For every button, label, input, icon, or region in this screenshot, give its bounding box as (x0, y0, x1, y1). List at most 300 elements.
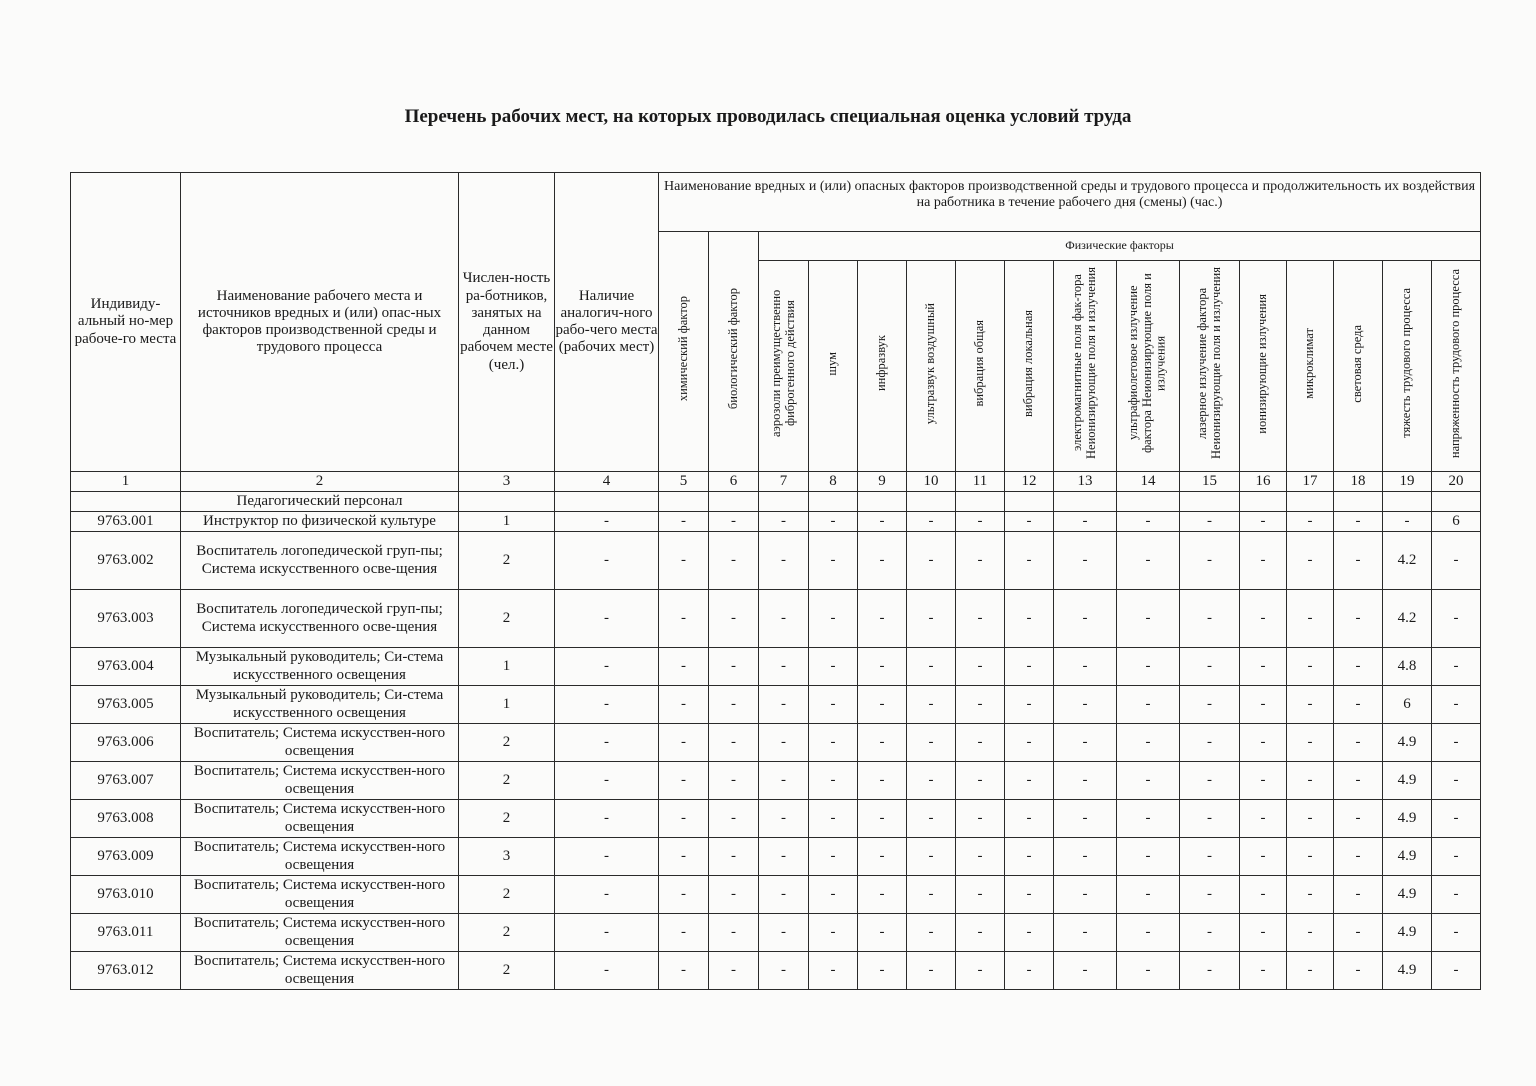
column-number-cell: 11 (956, 472, 1005, 492)
factor-value: - (1054, 686, 1117, 724)
workplace-id: 9763.001 (71, 512, 181, 532)
analog-cell: - (555, 532, 659, 590)
column-number-cell: 3 (459, 472, 555, 492)
factor-value: - (1180, 532, 1240, 590)
factor-value: - (858, 800, 907, 838)
factor-value: - (1287, 686, 1334, 724)
factor-value: 6 (1383, 686, 1432, 724)
factor-value: - (1432, 800, 1481, 838)
analog-cell: - (555, 876, 659, 914)
workplace-name: Воспитатель логопедической груп-пы; Система искусственного осве-щения (181, 532, 459, 590)
factor-value: - (858, 838, 907, 876)
factor-value: - (759, 762, 809, 800)
factor-value: - (1054, 724, 1117, 762)
factor-value: - (858, 762, 907, 800)
factor-value: - (809, 800, 858, 838)
table-row (71, 800, 1481, 838)
factor-value: - (1117, 590, 1180, 648)
table-row (71, 532, 1481, 590)
factor-value: - (1334, 590, 1383, 648)
factor-value: - (907, 686, 956, 724)
factor-value: - (1334, 914, 1383, 952)
empty-cell (1180, 492, 1240, 512)
empty-cell (1240, 492, 1287, 512)
factor-value: - (709, 952, 759, 990)
factor-value: - (1117, 914, 1180, 952)
table-row (71, 876, 1481, 914)
factor-value: - (1287, 724, 1334, 762)
column-number-cell: 2 (181, 472, 459, 492)
factor-value: - (759, 838, 809, 876)
column-number-cell: 17 (1287, 472, 1334, 492)
factor-value: 4.9 (1383, 838, 1432, 876)
table-row (71, 762, 1481, 800)
factor-value: - (858, 724, 907, 762)
factor-value: - (759, 512, 809, 532)
factor-value: - (858, 914, 907, 952)
factor-value: - (659, 532, 709, 590)
workplace-id: 9763.006 (71, 724, 181, 762)
empty-cell (956, 492, 1005, 512)
factor-value: - (1240, 590, 1287, 648)
factor-value: - (956, 800, 1005, 838)
table-row (71, 838, 1481, 876)
factor-value: - (1005, 762, 1054, 800)
factor-value: - (1054, 952, 1117, 990)
analog-cell: - (555, 838, 659, 876)
worker-count: 1 (459, 648, 555, 686)
worker-count: 3 (459, 838, 555, 876)
header-physical-factor: шум (809, 261, 858, 472)
worker-count: 2 (459, 532, 555, 590)
column-number-cell: 7 (759, 472, 809, 492)
factor-value: - (1054, 762, 1117, 800)
column-number-cell: 1 (71, 472, 181, 492)
factor-value: - (759, 590, 809, 648)
factor-value: - (1005, 724, 1054, 762)
workplace-name: Музыкальный руководитель; Си-стема искусственного освещения (181, 686, 459, 724)
factor-value: - (1287, 512, 1334, 532)
factor-value: - (809, 512, 858, 532)
factor-value: - (709, 724, 759, 762)
factor-value: - (1287, 914, 1334, 952)
factor-value: - (1005, 590, 1054, 648)
workplace-name: Воспитатель; Система искусствен-ного освещения (181, 952, 459, 990)
empty-cell (907, 492, 956, 512)
header-physical-factor: ультразвук воздушный (907, 261, 956, 472)
factor-value: - (907, 648, 956, 686)
header-physical-factor: световая среда (1334, 261, 1383, 472)
factor-value: - (1432, 952, 1481, 990)
factor-value: - (1334, 532, 1383, 590)
factor-value: - (709, 800, 759, 838)
factor-value: - (1334, 648, 1383, 686)
factor-value: - (1287, 590, 1334, 648)
workplace-name: Воспитатель логопедической груп-пы; Система искусственного осве-щения (181, 590, 459, 648)
worker-count: 2 (459, 914, 555, 952)
workplace-id: 9763.011 (71, 914, 181, 952)
empty-cell (71, 492, 181, 512)
factor-value: - (1240, 648, 1287, 686)
factor-value: - (1005, 838, 1054, 876)
header-physical-factor: тяжесть трудового процесса (1383, 261, 1432, 472)
factor-value: - (809, 724, 858, 762)
workplace-name: Воспитатель; Система искусствен-ного освещения (181, 724, 459, 762)
factor-value: - (759, 800, 809, 838)
workplace-name: Воспитатель; Система искусствен-ного освещения (181, 762, 459, 800)
factor-value: - (1054, 800, 1117, 838)
table-row (71, 724, 1481, 762)
factor-value: - (907, 838, 956, 876)
header-physical-factor: микроклимат (1287, 261, 1334, 472)
section-title: Педагогический персонал (181, 492, 459, 512)
workplace-name: Воспитатель; Система искусствен-ного освещения (181, 876, 459, 914)
analog-cell: - (555, 648, 659, 686)
workplace-name: Воспитатель; Система искусствен-ного освещения (181, 800, 459, 838)
factor-value: - (1005, 512, 1054, 532)
workplaces-table (70, 172, 1481, 990)
worker-count: 1 (459, 512, 555, 532)
factor-value: - (1287, 648, 1334, 686)
worker-count: 1 (459, 686, 555, 724)
table-row (71, 686, 1481, 724)
factor-value: - (907, 952, 956, 990)
empty-cell (1334, 492, 1383, 512)
factor-value: - (956, 876, 1005, 914)
analog-cell: - (555, 952, 659, 990)
factor-value: - (956, 838, 1005, 876)
factor-value: - (1240, 800, 1287, 838)
factor-value: - (759, 532, 809, 590)
header-physical-factor: вибрация общая (956, 261, 1005, 472)
factor-value: 4.9 (1383, 800, 1432, 838)
factor-value: - (809, 532, 858, 590)
header-name: Наименование рабочего места и источников вредных и (или) опас-ных факторов производственной среды и трудового процесса (181, 173, 459, 472)
factor-value: - (1005, 648, 1054, 686)
factor-value: - (1432, 648, 1481, 686)
factor-value: - (659, 914, 709, 952)
factor-value: - (659, 952, 709, 990)
column-number-cell: 8 (809, 472, 858, 492)
factor-value: - (907, 532, 956, 590)
factor-value: - (1180, 952, 1240, 990)
factor-value: - (659, 512, 709, 532)
factor-value: - (858, 532, 907, 590)
workplace-id: 9763.005 (71, 686, 181, 724)
factor-value: - (1240, 724, 1287, 762)
empty-cell (459, 492, 555, 512)
factor-value: 4.9 (1383, 914, 1432, 952)
factor-value: - (1334, 838, 1383, 876)
factor-value: - (956, 590, 1005, 648)
factor-value: - (1005, 686, 1054, 724)
factor-value: - (956, 648, 1005, 686)
worker-count: 2 (459, 876, 555, 914)
analog-cell: - (555, 590, 659, 648)
factor-value: - (659, 686, 709, 724)
empty-cell (759, 492, 809, 512)
factor-value: 4.9 (1383, 876, 1432, 914)
workplace-id: 9763.003 (71, 590, 181, 648)
factor-value: - (956, 512, 1005, 532)
factor-value: - (1117, 838, 1180, 876)
factor-value: - (809, 590, 858, 648)
factor-value: - (1180, 686, 1240, 724)
empty-cell (858, 492, 907, 512)
column-numbers-row (71, 472, 1481, 492)
factor-value: 4.8 (1383, 648, 1432, 686)
workplace-id: 9763.007 (71, 762, 181, 800)
factor-value: - (709, 590, 759, 648)
factor-value: - (907, 762, 956, 800)
factor-value: - (659, 648, 709, 686)
factor-value: - (1240, 838, 1287, 876)
factor-value: 6 (1432, 512, 1481, 532)
header-physical-factor: инфразвук (858, 261, 907, 472)
factor-value: - (1005, 952, 1054, 990)
workplace-name: Музыкальный руководитель; Си-стема искусственного освещения (181, 648, 459, 686)
document-title: Перечень рабочих мест, на которых проводилась специальная оценка условий труда (404, 106, 1132, 127)
factor-value: - (709, 686, 759, 724)
header-physical-factor: ультрафиолетовое излучение фактора Неионизирующие поля и излучения (1117, 261, 1180, 472)
factor-value: - (1334, 762, 1383, 800)
analog-cell: - (555, 914, 659, 952)
factor-value: - (1334, 800, 1383, 838)
factor-value: - (1287, 800, 1334, 838)
factor-value: - (809, 762, 858, 800)
empty-cell (659, 492, 709, 512)
column-number-cell: 10 (907, 472, 956, 492)
factor-value: 4.2 (1383, 590, 1432, 648)
analog-cell: - (555, 724, 659, 762)
factor-value: - (1240, 532, 1287, 590)
factor-value: - (759, 914, 809, 952)
factor-value: - (1432, 590, 1481, 648)
column-number-cell: 20 (1432, 472, 1481, 492)
factor-value: - (1180, 590, 1240, 648)
factor-value: - (1054, 838, 1117, 876)
factor-value: - (1287, 838, 1334, 876)
workplace-name: Воспитатель; Система искусствен-ного освещения (181, 838, 459, 876)
factor-value: - (1240, 876, 1287, 914)
header-physical-factor: напряженность трудового процесса (1432, 261, 1481, 472)
factor-value: - (956, 952, 1005, 990)
header-factors-group: Наименование вредных и (или) опасных факторов производственной среды и трудового процесса и продолжительность их воздействия на работника в течение рабочего дня (смены) (час.) (659, 173, 1481, 232)
empty-cell (709, 492, 759, 512)
column-number-cell: 14 (1117, 472, 1180, 492)
factor-value: - (1054, 532, 1117, 590)
factor-value: - (1287, 762, 1334, 800)
factor-value: - (809, 952, 858, 990)
factor-value: - (659, 800, 709, 838)
factor-value: - (1334, 876, 1383, 914)
factor-value: - (1180, 914, 1240, 952)
factor-value: 4.9 (1383, 762, 1432, 800)
factor-value: - (1240, 512, 1287, 532)
worker-count: 2 (459, 800, 555, 838)
factor-value: - (1334, 724, 1383, 762)
factor-value: - (809, 648, 858, 686)
factor-value: - (1240, 914, 1287, 952)
factor-value: - (809, 876, 858, 914)
workplace-name: Воспитатель; Система искусствен-ного освещения (181, 914, 459, 952)
empty-cell (1383, 492, 1432, 512)
factor-value: - (1432, 686, 1481, 724)
factor-value: - (1117, 952, 1180, 990)
header-physical-factor: аэрозоли преимущественно фиброгенного действия (759, 261, 809, 472)
factor-value: - (1240, 762, 1287, 800)
factor-value: - (858, 876, 907, 914)
factor-value: - (907, 800, 956, 838)
factor-value: - (1180, 838, 1240, 876)
header-physical-factor: ионизирующие излучения (1240, 261, 1287, 472)
workplace-id: 9763.012 (71, 952, 181, 990)
column-number-cell: 12 (1005, 472, 1054, 492)
factor-value: - (1180, 762, 1240, 800)
table-row (71, 952, 1481, 990)
factor-value: - (1432, 876, 1481, 914)
factor-value: - (1287, 876, 1334, 914)
factor-value: - (1117, 876, 1180, 914)
factor-value: - (1054, 914, 1117, 952)
factor-value: - (1117, 762, 1180, 800)
table-row (71, 590, 1481, 648)
factor-value: - (1287, 952, 1334, 990)
column-number-cell: 4 (555, 472, 659, 492)
empty-cell (1287, 492, 1334, 512)
empty-cell (809, 492, 858, 512)
factor-value: - (1287, 532, 1334, 590)
header-physical-factor: электромагнитные поля фак-тора Неионизирующие поля и излучения (1054, 261, 1117, 472)
factor-value: - (659, 724, 709, 762)
factor-value: - (659, 876, 709, 914)
workplace-id: 9763.002 (71, 532, 181, 590)
analog-cell: - (555, 800, 659, 838)
column-number-cell: 16 (1240, 472, 1287, 492)
factor-value: - (659, 762, 709, 800)
empty-cell (1432, 492, 1481, 512)
factor-value: - (1180, 648, 1240, 686)
factor-value: - (1117, 724, 1180, 762)
table-row (71, 512, 1481, 532)
workplace-id: 9763.004 (71, 648, 181, 686)
analog-cell: - (555, 762, 659, 800)
factor-value: - (907, 590, 956, 648)
column-number-cell: 5 (659, 472, 709, 492)
factor-value: - (1432, 532, 1481, 590)
header-physical-factor: лазерное излучение фактора Неионизирующие поля и излучения (1180, 261, 1240, 472)
factor-value: - (1180, 876, 1240, 914)
factor-value: - (1054, 512, 1117, 532)
factor-value: - (759, 952, 809, 990)
header-biological: биологический фактор (709, 232, 759, 472)
factor-value: - (759, 876, 809, 914)
factor-value: - (1432, 914, 1481, 952)
factor-value: - (858, 686, 907, 724)
empty-cell (555, 492, 659, 512)
workplace-id: 9763.009 (71, 838, 181, 876)
factor-value: - (709, 914, 759, 952)
factor-value: - (759, 648, 809, 686)
factor-value: - (858, 952, 907, 990)
factor-value: - (709, 648, 759, 686)
factor-value: - (1117, 648, 1180, 686)
factor-value: - (709, 876, 759, 914)
factor-value: - (956, 762, 1005, 800)
table-row (71, 914, 1481, 952)
worker-count: 2 (459, 590, 555, 648)
column-number-cell: 13 (1054, 472, 1117, 492)
factor-value: - (1117, 512, 1180, 532)
workplace-name: Инструктор по физической культуре (181, 512, 459, 532)
column-number-cell: 9 (858, 472, 907, 492)
factor-value: - (1334, 952, 1383, 990)
factor-value: - (709, 762, 759, 800)
factor-value: - (858, 648, 907, 686)
factor-value: - (1005, 914, 1054, 952)
factor-value: 4.9 (1383, 952, 1432, 990)
factor-value: - (1432, 762, 1481, 800)
factor-value: 4.2 (1383, 532, 1432, 590)
column-number-cell: 6 (709, 472, 759, 492)
column-number-cell: 19 (1383, 472, 1432, 492)
header-id: Индивиду-альный но-мер рабоче-го места (71, 173, 181, 472)
factor-value: - (1180, 512, 1240, 532)
table-row (71, 648, 1481, 686)
factor-value: - (907, 724, 956, 762)
factor-value: - (709, 838, 759, 876)
empty-cell (1054, 492, 1117, 512)
header-count: Числен-ность ра-ботников, занятых на данном рабочем месте (чел.) (459, 173, 555, 472)
factor-value: - (1005, 800, 1054, 838)
factor-value: - (907, 914, 956, 952)
factor-value: - (1180, 724, 1240, 762)
factor-value: - (956, 532, 1005, 590)
factor-value: - (1117, 532, 1180, 590)
header-physical-group: Физические факторы (759, 232, 1481, 261)
factor-value: - (809, 914, 858, 952)
factor-value: - (1240, 686, 1287, 724)
factor-value: - (907, 876, 956, 914)
factor-value: - (1054, 876, 1117, 914)
factor-value: - (1054, 590, 1117, 648)
worker-count: 2 (459, 724, 555, 762)
analog-cell: - (555, 686, 659, 724)
worker-count: 2 (459, 952, 555, 990)
factor-value: - (1180, 800, 1240, 838)
workplace-id: 9763.008 (71, 800, 181, 838)
factor-value: - (907, 512, 956, 532)
header-physical-factor: вибрация локальная (1005, 261, 1054, 472)
factor-value: - (1005, 876, 1054, 914)
factor-value: 4.9 (1383, 724, 1432, 762)
factor-value: - (1334, 512, 1383, 532)
factor-value: - (1005, 532, 1054, 590)
analog-cell: - (555, 512, 659, 532)
header-chemical: химический фактор (659, 232, 709, 472)
factor-value: - (1117, 800, 1180, 838)
factor-value: - (809, 838, 858, 876)
factor-value: - (659, 838, 709, 876)
worker-count: 2 (459, 762, 555, 800)
factor-value: - (659, 590, 709, 648)
factor-value: - (709, 532, 759, 590)
factor-value: - (1117, 686, 1180, 724)
factor-value: - (956, 914, 1005, 952)
factor-value: - (709, 512, 759, 532)
factor-value: - (1383, 512, 1432, 532)
column-number-cell: 18 (1334, 472, 1383, 492)
